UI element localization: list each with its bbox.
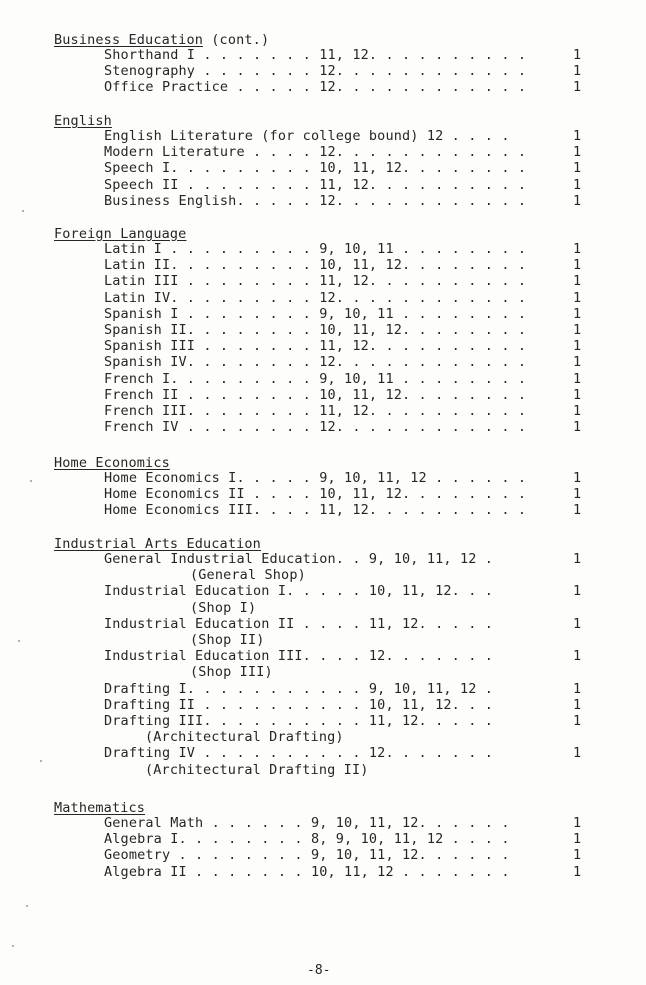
course-credit: 1 [573, 696, 582, 713]
course-credit: 1 [573, 713, 582, 729]
course-credit: 1 [573, 128, 582, 144]
course-row: Business English. . . . . 12. . . . . . . . . . . . [104, 192, 527, 209]
course-credit: 1 [573, 305, 582, 322]
course-credit: 1 [573, 502, 582, 519]
course-row: French II . . . . . . . . 10, 11, 12. . . . . . . . [104, 386, 527, 403]
course-row: French IV . . . . . . . . 12. . . . . . . . . . . . [104, 419, 527, 436]
course-row: General Industrial Education. . 9, 10, 11, 12 . [104, 551, 494, 567]
course-credit: 1 [573, 160, 582, 177]
course-row: Industrial Education II . . . . 11, 12. . . . . [104, 615, 494, 632]
course-note: (General Shop) [190, 567, 306, 584]
course-row: Speech II . . . . . . . . 11, 12. . . . . . . . . . [104, 176, 527, 193]
course-row: Home Economics I. . . . . 9, 10, 11, 12 . . . . . . [104, 470, 527, 486]
course-row: Drafting III. . . . . . . . . . 11, 12. . . . . [104, 713, 494, 729]
course-row: English Literature (for college bound) 12 . . . . [104, 128, 510, 144]
course-credit: 1 [573, 403, 582, 419]
course-credit: 1 [573, 815, 582, 831]
scan-speck [22, 210, 24, 212]
course-note: (Shop I) [190, 599, 257, 616]
course-credit: 1 [573, 354, 582, 371]
course-row: Office Practice . . . . . 12. . . . . . . . . . . . [104, 79, 527, 96]
course-row: French I. . . . . . . . . 9, 10, 11 . . . . . . . . [104, 370, 527, 387]
course-row: Geometry . . . . . . . . 9, 10, 11, 12. . . . . . [104, 847, 510, 864]
course-row: Latin III . . . . . . . . 11, 12. . . . . . . . . . [104, 273, 527, 290]
course-row: Drafting IV . . . . . . . . . . 12. . . . . . . [104, 745, 494, 762]
scan-speck [30, 480, 32, 482]
course-credit: 1 [573, 615, 582, 632]
course-row: Spanish IV. . . . . . . . 12. . . . . . . . . . . . [104, 354, 527, 371]
section-heading-text: English [54, 113, 112, 129]
course-row: Algebra I. . . . . . . . 8, 9, 10, 11, 12 . . . . [104, 831, 510, 848]
course-credit: 1 [573, 47, 582, 63]
course-note: (Architectural Drafting) [145, 729, 344, 746]
scan-speck [12, 945, 14, 947]
course-credit: 1 [573, 831, 582, 848]
course-row: Industrial Education I. . . . . 10, 11, 12. . . [104, 583, 494, 600]
section-heading-text: Foreign Language [54, 226, 187, 242]
course-credit: 1 [573, 79, 582, 96]
course-credit: 1 [573, 745, 582, 762]
course-credit: 1 [573, 386, 582, 403]
course-row: Spanish II. . . . . . . . 10, 11, 12. . . . . . . . [104, 322, 527, 338]
course-credit: 1 [573, 863, 582, 880]
course-credit: 1 [573, 241, 582, 257]
course-credit: 1 [573, 144, 582, 161]
course-credit: 1 [573, 370, 582, 387]
course-credit: 1 [573, 257, 582, 274]
course-row: Spanish I . . . . . . . . 9, 10, 11 . . . . . . . . [104, 305, 527, 322]
course-row: Spanish III . . . . . . . 11, 12. . . . . . . . . . [104, 338, 527, 355]
scan-speck [18, 640, 20, 642]
section-heading-text: Mathematics [54, 800, 146, 816]
course-credit: 1 [573, 470, 582, 486]
course-row: Drafting I. . . . . . . . . . . 9, 10, 11, 12 . [104, 680, 494, 697]
course-credit: 1 [573, 583, 582, 600]
course-row: Stenography . . . . . . . 12. . . . . . . . . . . . [104, 63, 527, 80]
course-note: (Shop III) [190, 664, 273, 681]
course-credit: 1 [573, 551, 582, 567]
course-row: Modern Literature . . . . 12. . . . . . . . . . . . [104, 144, 527, 161]
course-row: Latin II. . . . . . . . . 10, 11, 12. . . . . . . . [104, 257, 527, 274]
course-note: (Shop II) [190, 632, 265, 648]
section-heading [54, 536, 261, 552]
section-heading [54, 32, 269, 48]
course-row: Speech I. . . . . . . . . 10, 11, 12. . . . . . . . [104, 160, 527, 177]
section-heading [54, 113, 112, 129]
section-heading [54, 455, 170, 471]
section-heading-text: Home Economics [54, 455, 170, 471]
course-credit: 1 [573, 338, 582, 355]
section-heading [54, 800, 145, 816]
course-credit: 1 [573, 63, 582, 80]
scan-speck [26, 905, 28, 907]
course-row: French III. . . . . . . . 11, 12. . . . . . . . . . [104, 403, 527, 419]
course-credit: 1 [573, 680, 582, 697]
course-row: Industrial Education III. . . . 12. . . . . . . [104, 648, 494, 665]
page-number: -8- [307, 963, 331, 978]
course-row: General Math . . . . . . 9, 10, 11, 12. . . . . . [104, 815, 510, 831]
course-row: Home Economics II . . . . 10, 11, 12. . . . . . . . [104, 486, 527, 503]
course-credit: 1 [573, 192, 582, 209]
course-credit: 1 [573, 419, 582, 436]
section-heading [54, 226, 186, 242]
scan-speck [40, 760, 42, 762]
course-credit: 1 [573, 486, 582, 503]
course-credit: 1 [573, 273, 582, 290]
section-heading-suffix: (cont.) [203, 32, 270, 48]
course-row: Algebra II . . . . . . . 10, 11, 12 . . . . . . . [104, 863, 510, 880]
course-row: Shorthand I . . . . . . . 11, 12. . . . . . . . . . [104, 47, 527, 63]
course-credit: 1 [573, 648, 582, 665]
course-row: Home Economics III. . . . 11, 12. . . . . . . . . . [104, 502, 527, 519]
section-heading-text: Industrial Arts Education [54, 536, 261, 552]
course-row: Drafting II . . . . . . . . . . 10, 11, 12. . . [104, 696, 494, 713]
course-row: Latin IV. . . . . . . . . 12. . . . . . . . . . . . [104, 289, 527, 306]
course-credit: 1 [573, 176, 582, 193]
course-row: Latin I . . . . . . . . . 9, 10, 11 . . . . . . . . [104, 241, 527, 257]
course-credit: 1 [573, 847, 582, 864]
course-credit: 1 [573, 322, 582, 338]
course-credit: 1 [573, 289, 582, 306]
course-note: (Architectural Drafting II) [145, 761, 369, 778]
section-heading-text: Business Education [54, 32, 203, 48]
